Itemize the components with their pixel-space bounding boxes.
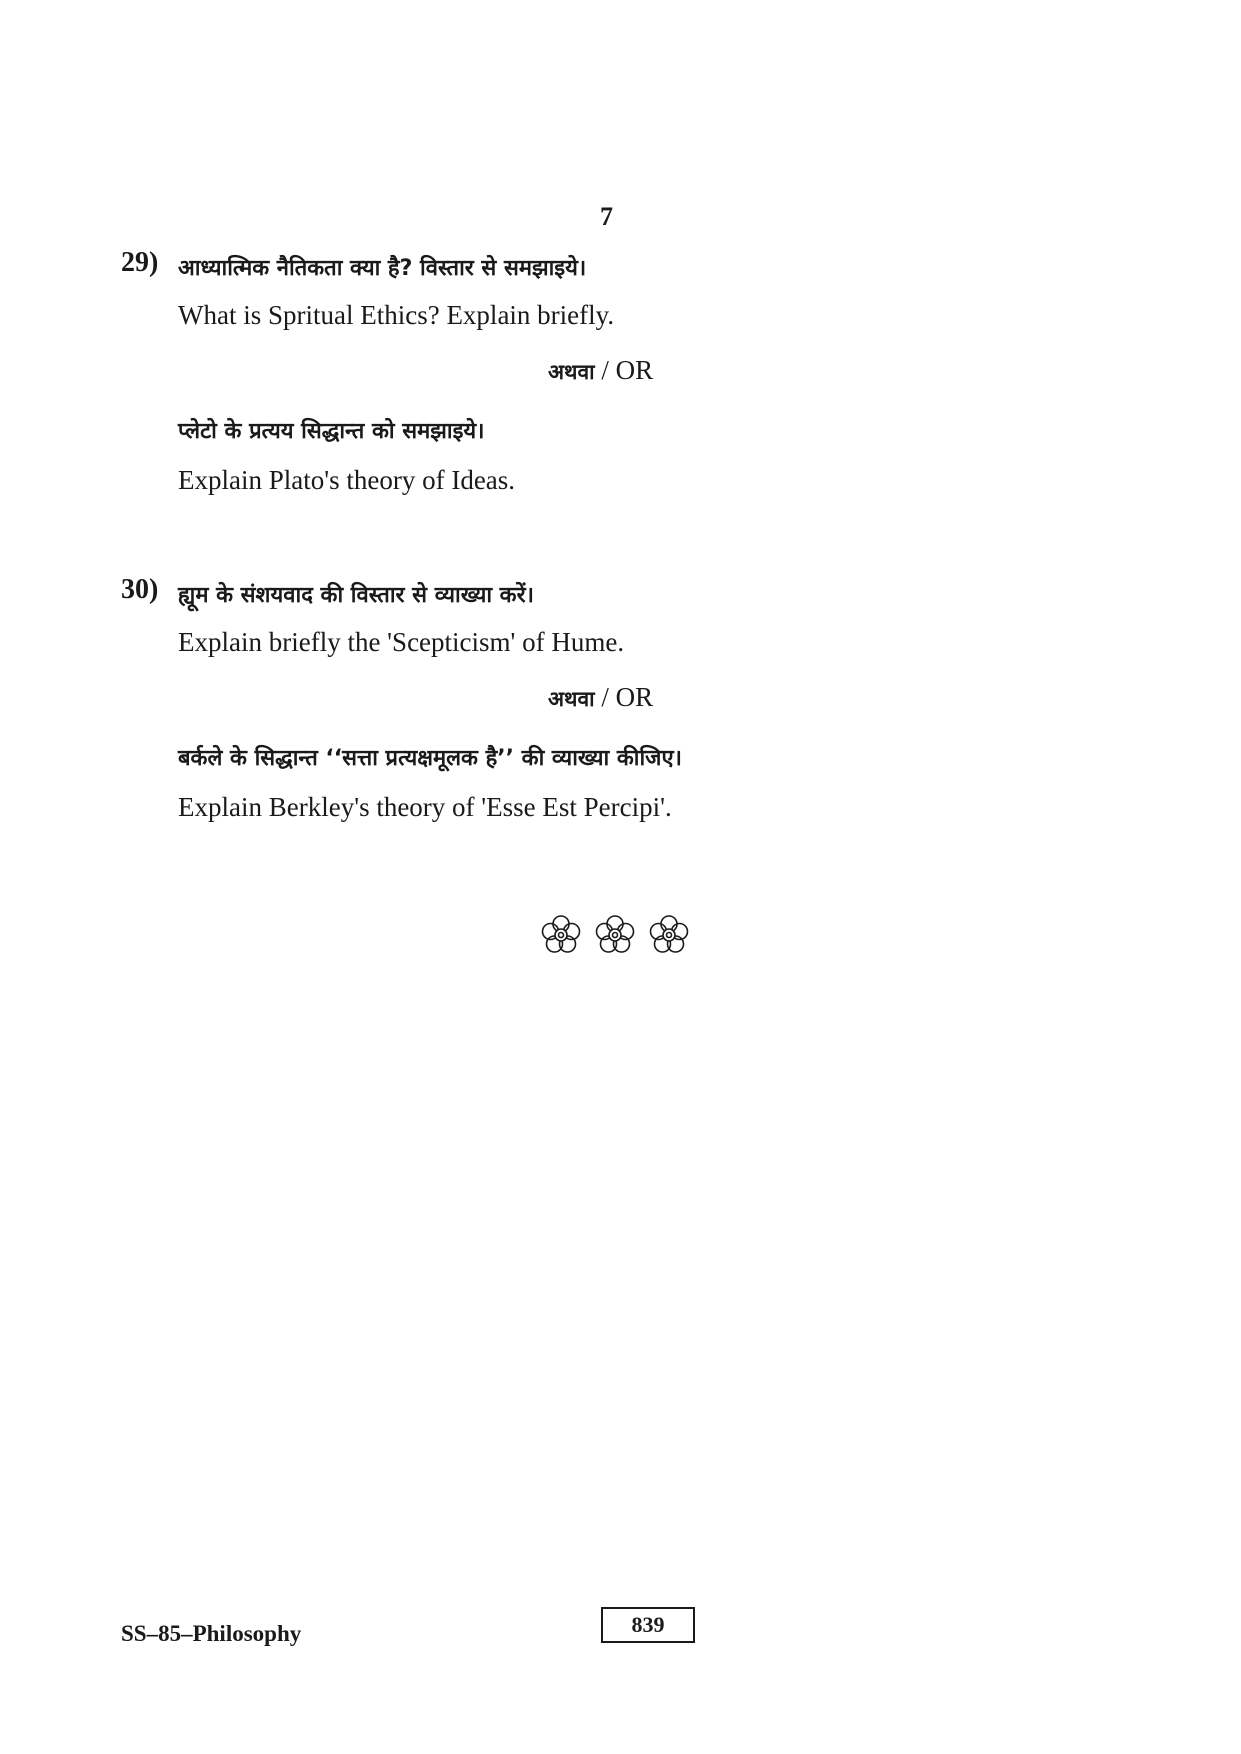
question-30-english: Explain briefly the 'Scepticism' of Hume. <box>178 627 625 657</box>
paper-code: SS–85–Philosophy <box>121 1621 302 1646</box>
or-separator: / OR <box>601 355 654 385</box>
page-number: 7 <box>600 202 613 231</box>
question-29-number: 29) <box>121 247 159 278</box>
page-code-box: 839 <box>601 1607 695 1643</box>
question-29-hindi: आध्यात्मिक नैतिकता क्या है? विस्तार से समझाइये। <box>178 256 587 281</box>
question-30-hindi: ह्यूम के संशयवाद की विस्तार से व्याख्या करें। <box>178 583 534 608</box>
question-29-alt-hindi: प्लेटो के प्रत्यय सिद्धान्त को समझाइये। <box>178 419 485 444</box>
question-29-or <box>548 355 653 386</box>
flower-icon <box>646 912 692 958</box>
or-hindi: अथवा <box>548 360 595 384</box>
or-hindi: अथवा <box>548 687 595 711</box>
or-separator: / OR <box>601 682 654 712</box>
question-30-or <box>548 682 653 713</box>
question-30-number: 30) <box>121 574 159 605</box>
question-29-alt-english: Explain Plato's theory of Ideas. <box>178 465 516 495</box>
question-29-english: What is Spritual Ethics? Explain briefly. <box>178 300 615 330</box>
question-30-alt-hindi: बर्कले के सिद्धान्त ‘‘सत्ता प्रत्यक्षमूलक है’’ की व्याख्या कीजिए। <box>178 746 683 771</box>
flower-icon <box>538 912 584 958</box>
flower-icon <box>592 912 638 958</box>
end-mark <box>538 912 692 958</box>
question-30-alt-english: Explain Berkley's theory of 'Esse Est Percipi'. <box>178 792 672 822</box>
